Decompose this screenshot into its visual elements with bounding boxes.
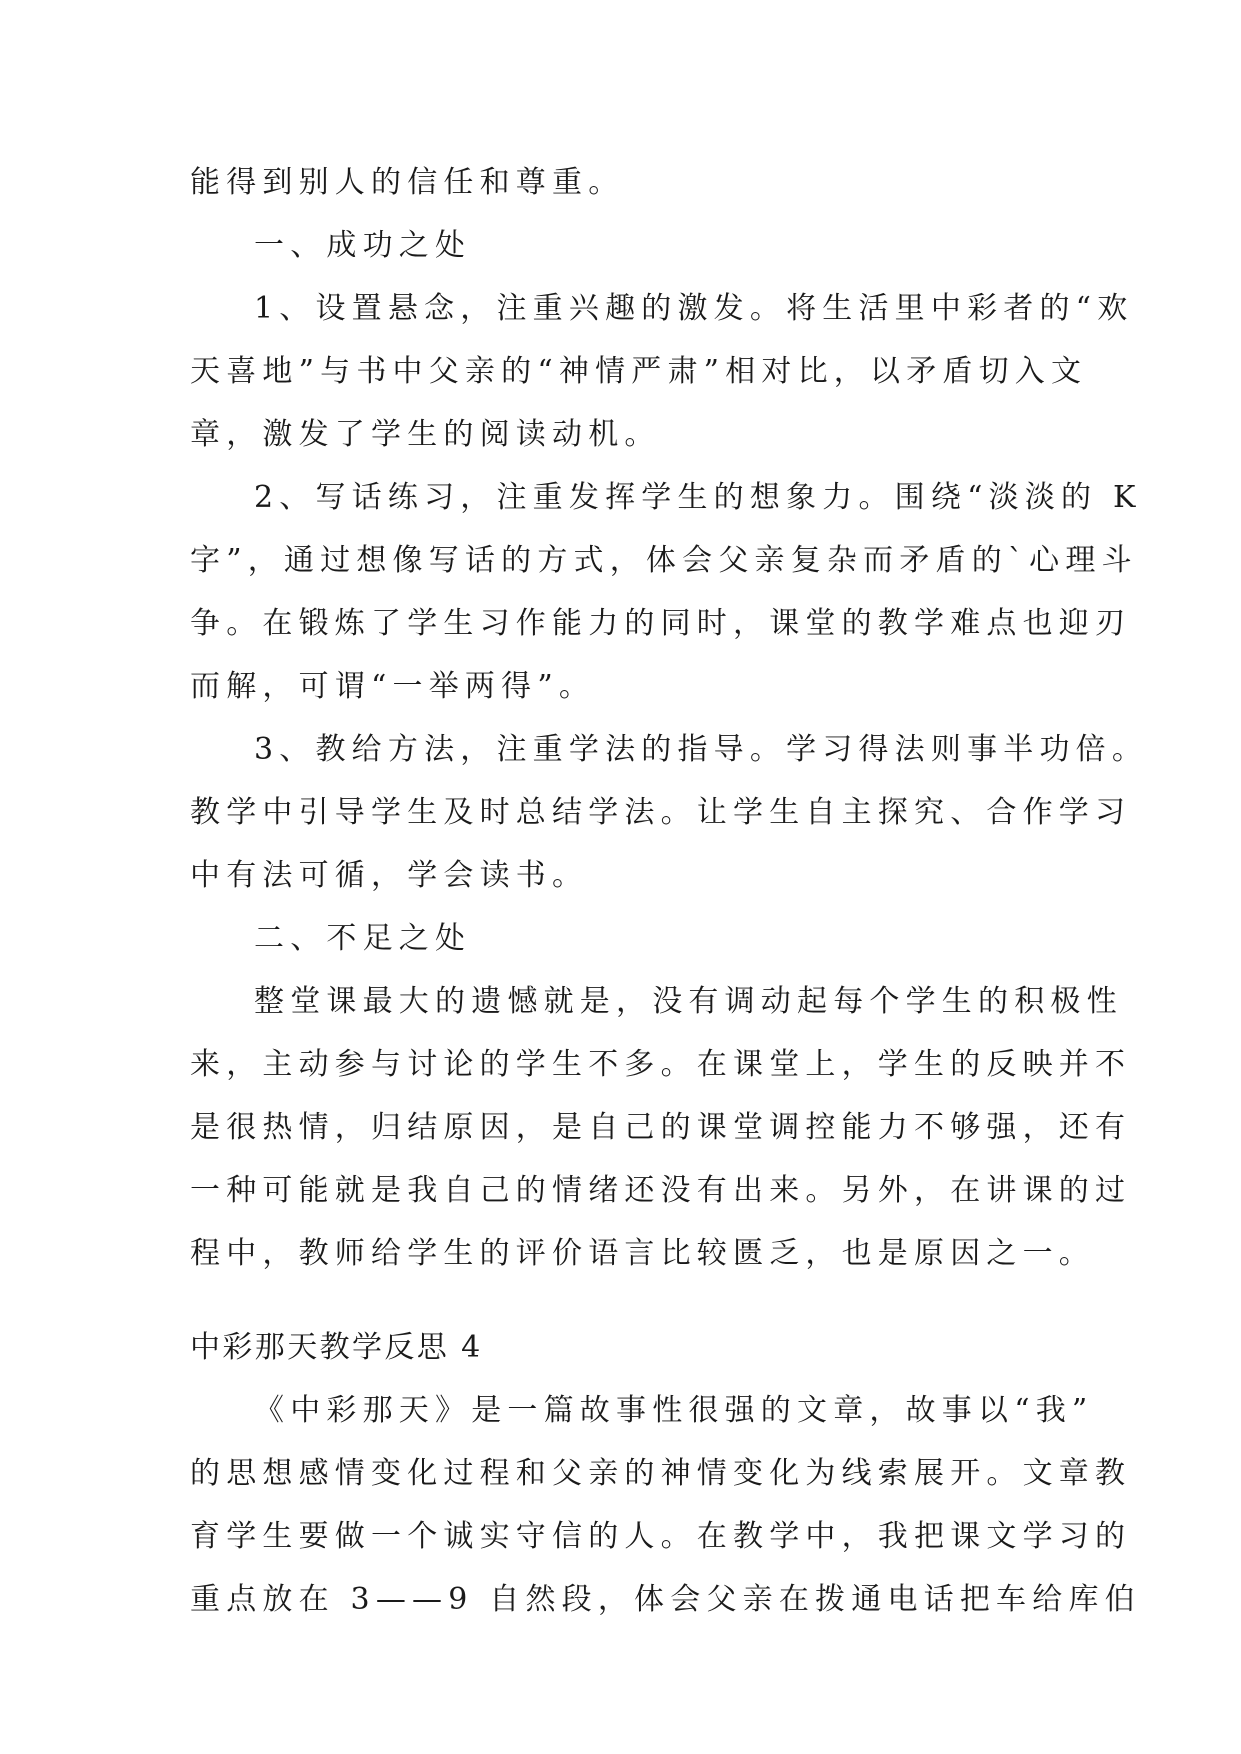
text-line: 是很热情，归结原因，是自己的课堂调控能力不够强，还有 bbox=[190, 1110, 1132, 1145]
section-heading-shortcomings: 二、不足之处 bbox=[254, 921, 472, 956]
text-line: 来，主动参与讨论的学生不多。在课堂上，学生的反映并不 bbox=[190, 1047, 1132, 1082]
text-line: 《中彩那天》是一篇故事性很强的文章，故事以“我” bbox=[254, 1393, 1094, 1428]
text-line: 2、写话练习，注重发挥学生的想象力。围绕“淡淡的 K bbox=[254, 480, 1142, 515]
text-line: 育学生要做一个诚实守信的人。在教学中，我把课文学习的 bbox=[190, 1519, 1132, 1554]
text-line: 中有法可循，学会读书。 bbox=[190, 858, 589, 893]
article-title: 中彩那天教学反思 4 bbox=[190, 1330, 483, 1365]
section-heading-successes: 一、成功之处 bbox=[254, 228, 472, 263]
text-line: 1、设置悬念，注重兴趣的激发。将生活里中彩者的“欢 bbox=[254, 291, 1134, 326]
text-line: 争。在锻炼了学生习作能力的同时，课堂的教学难点也迎刃 bbox=[190, 606, 1132, 641]
text-line: 章，激发了学生的阅读动机。 bbox=[190, 417, 661, 452]
text-line: 教学中引导学生及时总结学法。让学生自主探究、合作学习 bbox=[190, 795, 1132, 830]
text-line: 整堂课最大的遗憾就是，没有调动起每个学生的积极性 bbox=[254, 984, 1123, 1019]
text-line: 能得到别人的信任和尊重。 bbox=[190, 165, 625, 200]
text-line: 天喜地”与书中父亲的“神情严肃”相对比，以矛盾切入文 bbox=[190, 354, 1088, 389]
text-line: 的思想感情变化过程和父亲的神情变化为线索展开。文章教 bbox=[190, 1456, 1132, 1491]
text-line: 一种可能就是我自己的情绪还没有出来。另外，在讲课的过 bbox=[190, 1173, 1132, 1208]
text-line: 字”，通过想像写话的方式，体会父亲复杂而矛盾的`心理斗 bbox=[190, 543, 1138, 578]
text-line: 程中，教师给学生的评价语言比较匮乏，也是原因之一。 bbox=[190, 1236, 1095, 1271]
text-line: 而解，可谓“一举两得”。 bbox=[190, 669, 596, 704]
text-line: 重点放在 3——9 自然段，体会父亲在拨通电话把车给库伯 bbox=[190, 1582, 1141, 1617]
text-line: 3、教给方法，注重学法的指导。学习得法则事半功倍。 bbox=[254, 732, 1149, 767]
